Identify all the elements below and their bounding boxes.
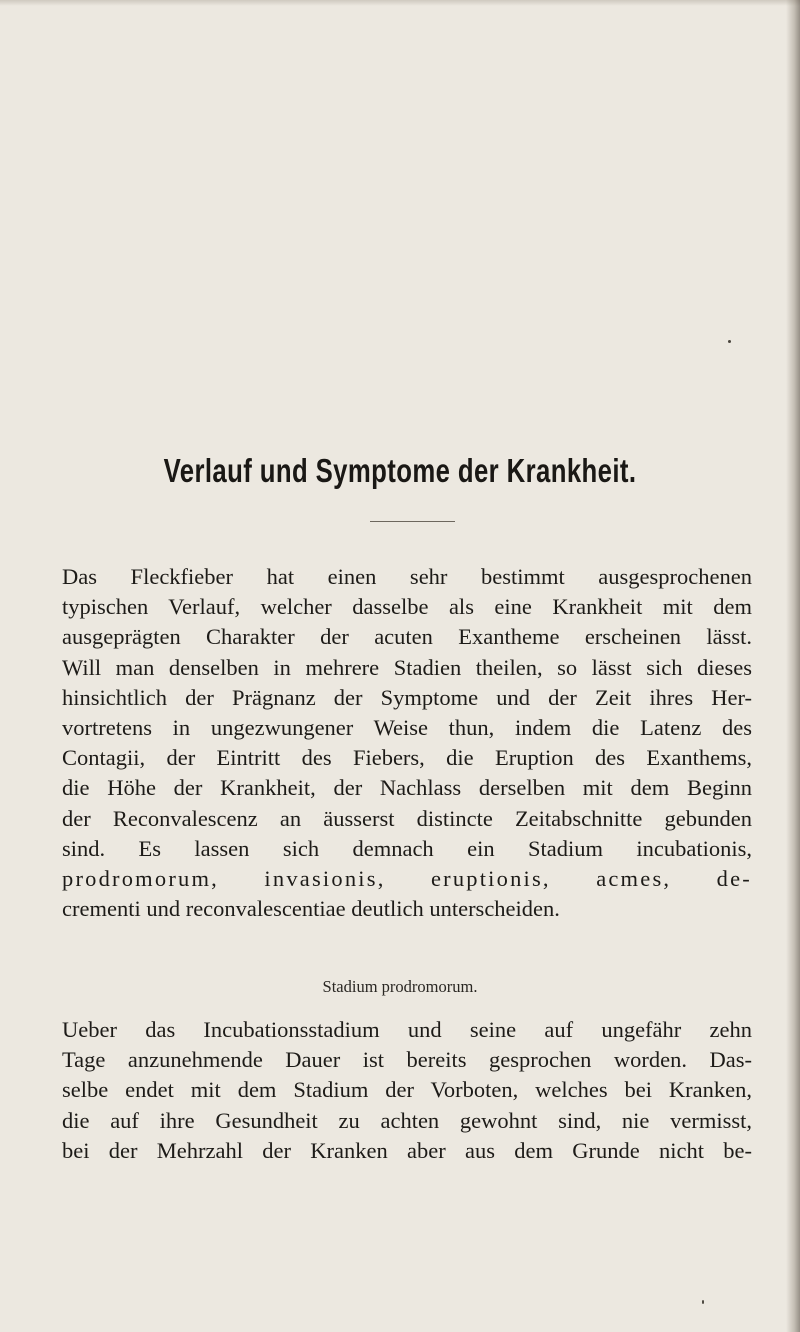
print-speck	[728, 340, 731, 343]
text-line: Ueber das Incubationsstadium und seine auf ungefähr zehn	[62, 1017, 752, 1042]
text-line: hinsichtlich der Prägnanz der Symptome und der Zeit ihres Her-	[62, 684, 752, 710]
text-line: Contagii, der Eintritt des Fiebers, die Eruption des Exanthems,	[62, 745, 752, 771]
text-line: der Reconvalescenz an äusserst distincte Zeitabschnitte gebunden	[62, 805, 752, 831]
text-line: prodromorum, invasionis, eruptionis, acmes, de-	[62, 866, 752, 892]
print-speck	[702, 1300, 704, 1304]
paragraph-introduction	[62, 562, 752, 924]
text-line: vortretens in ungezwungener Weise thun, indem die Latenz des	[62, 715, 752, 741]
text-line: selbe endet mit dem Stadium der Vorboten, welches bei Kranken,	[62, 1077, 752, 1103]
section-heading: Stadium prodromorum.	[322, 977, 478, 996]
text-line: sind. Es lassen sich demnach ein Stadium incubationis,	[62, 835, 752, 861]
text-line: die Höhe der Krankheit, der Nachlass derselben mit dem Beginn	[62, 775, 752, 801]
paragraph-stadium-prodromorum	[62, 1015, 752, 1166]
text-line: die auf ihre Gesundheit zu achten gewohnt sind, nie vermisst,	[62, 1107, 752, 1133]
text-line: Das Fleckfieber hat einen sehr bestimmt ausgesprochenen	[62, 564, 752, 589]
text-line: ausgeprägten Charakter der acuten Exantheme erscheinen lässt.	[62, 624, 752, 650]
title-divider	[370, 521, 455, 522]
text-line: Will man denselben in mehrere Stadien theilen, so lässt sich dieses	[62, 654, 752, 680]
text-line: crementi und reconvalescentiae deutlich unterscheiden.	[62, 896, 560, 922]
text-line: bei der Mehrzahl der Kranken aber aus dem Grunde nicht be-	[62, 1137, 752, 1163]
text-line: Tage anzunehmende Dauer ist bereits gesprochen worden. Das-	[62, 1047, 752, 1073]
page-top-shadow	[0, 0, 800, 6]
page-binding-shadow	[786, 0, 800, 1332]
text-line: typischen Verlauf, welcher dasselbe als eine Krankheit mit dem	[62, 594, 752, 620]
chapter-title: Verlauf und Symptome der Krankheit.	[163, 452, 637, 489]
